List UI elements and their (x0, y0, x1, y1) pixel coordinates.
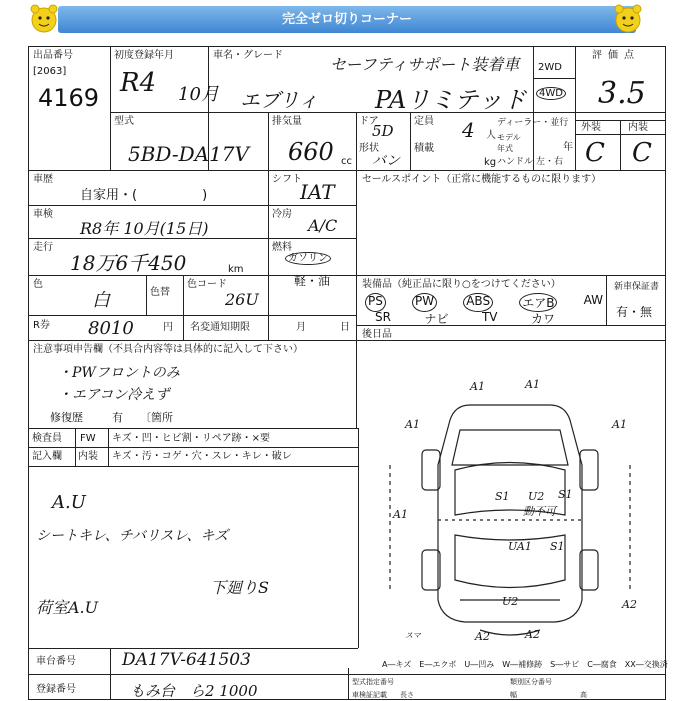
guarantee-label: 新車保証書 (614, 282, 660, 292)
repair-has: 有 (112, 411, 123, 424)
equip-airbag: エアB (519, 293, 557, 312)
footer-width: 幅 (510, 691, 517, 699)
equip-navi: ナビ (424, 312, 449, 326)
score-value: 3.5 (598, 76, 646, 111)
history-value: 自家用・( ) (80, 188, 208, 203)
capacity-label: 定員 (414, 116, 434, 127)
registration-label: 登録番号 (36, 684, 76, 695)
mark-u2-2: U2 (502, 595, 519, 608)
reg-month: 10月 (178, 84, 219, 105)
color-value: 白 (92, 290, 110, 311)
checker-fw-items: キズ・凹・ヒビ割・リペア跡・×要 (112, 433, 270, 444)
mark-s1-3: S1 (550, 540, 565, 553)
color-label: 色 (33, 279, 43, 290)
checker-interior: 内装 (78, 451, 98, 462)
dealer-label: ディーラー・並行 (497, 118, 569, 128)
name-change-label: 名変通知期限 (190, 322, 250, 333)
load-label: 積載 (414, 143, 434, 154)
mark-ua1: UA1 (508, 540, 532, 553)
reg-era-year: R4 (120, 68, 157, 98)
fuel-gasoline: ガソリン (285, 252, 331, 265)
ac-label: 冷房 (272, 209, 292, 220)
name-change-day: 日 (340, 322, 350, 333)
doors-label: ドア (359, 116, 379, 127)
equip-aw: AW (583, 293, 603, 307)
score-label: 評価点 (592, 50, 640, 61)
int-label: 内装 (628, 122, 648, 133)
repair-label: 修復歴 (50, 411, 83, 424)
car-name-note: セーフティサポート装着車 (330, 55, 520, 74)
equipment-row-2 (375, 310, 555, 327)
drive-4wd: 4WD (536, 87, 566, 100)
mileage-label: 走行 (33, 242, 53, 253)
reg-year-label: 初度登録年月 (114, 50, 174, 61)
mark-a1-3: A1 (405, 418, 420, 431)
car-damage-diagram (360, 370, 660, 648)
footer-height: 高 (580, 691, 587, 699)
drive-2wd: 2WD (538, 62, 562, 73)
displacement-label: 排気量 (272, 116, 302, 127)
mark-a1-1: A1 (470, 380, 485, 393)
guarantee-options: 有・無 (616, 305, 653, 319)
inspection-label: 車検 (33, 209, 53, 220)
mark-s1-1: S1 (495, 490, 510, 503)
fill-label: 記入欄 (32, 451, 62, 462)
handle-label: ハンドル (497, 157, 534, 167)
notes-line-2: ・エアコン冷えず (58, 387, 170, 403)
lot-label: 出品番号 (33, 50, 73, 61)
type-label: 型式 (114, 116, 134, 127)
chassis-value: DA17V-641503 (122, 650, 251, 670)
year-suffix: 年 (563, 142, 573, 153)
remarks-line-2: シートキレ、チバリスレ、キズ (36, 528, 229, 544)
sales-point-label: セールスポイント（正常に機能するものに限ります） (362, 174, 602, 185)
equip-leather: カワ (530, 312, 555, 326)
shift-value: IAT (300, 180, 335, 204)
notes-line-1: ・PWフロントのみ (58, 365, 180, 381)
mascot-right-icon (612, 3, 644, 35)
color-change-label: 色替 (150, 287, 170, 298)
equip-abs: ABS (463, 293, 493, 312)
checker-fw: FW (80, 433, 96, 444)
recycle-unit: 円 (163, 322, 173, 333)
equip-sr: SR (375, 310, 391, 324)
car-model: エブリィ (240, 88, 319, 112)
inspection-value: R8年 10月(15日) (80, 219, 209, 238)
registration-value: もみ台 ら2 1000 (130, 682, 258, 700)
capacity-unit: 人 (486, 130, 496, 141)
mark-a2-2: A2 (475, 630, 490, 643)
equip-tv: TV (481, 310, 498, 324)
type-value: 5BD-DA17V (128, 142, 249, 166)
ext-value: C (585, 138, 605, 168)
doors-value: 5D (372, 122, 394, 140)
recycle-value: 8010 (88, 318, 134, 339)
mark-smart: スマ (405, 631, 421, 640)
remarks-line-4: 荷室A.U (36, 598, 99, 617)
mark-no-move: 動不可 (523, 505, 556, 518)
displacement-value: 660 (288, 138, 334, 166)
model-year-label: モデル年式 (497, 133, 521, 153)
load-unit: kg (484, 157, 497, 168)
shape-value: バン (372, 153, 400, 169)
lot-number: 4169 (38, 84, 100, 112)
shift-label: シフト (272, 174, 302, 185)
mascot-left-icon (28, 3, 60, 35)
ac-value: A/C (308, 216, 338, 235)
mark-u2-1: U2 (528, 490, 545, 503)
mark-a1-2: A1 (525, 378, 540, 391)
recycle-label: R券 (33, 320, 50, 331)
fuel-diesel: 軽・油 (294, 274, 331, 288)
mileage-value: 18万6千450 (70, 251, 187, 275)
remarks-line-1: A.U (52, 492, 86, 513)
footer-model-number: 型式指定番号 (352, 678, 394, 686)
equip-ps: PS (365, 293, 386, 312)
fuel-label: 燃料 (272, 242, 292, 253)
chassis-label: 車台番号 (36, 656, 76, 667)
footer-class-number: 類別区分番号 (510, 678, 552, 686)
equip-pw: PW (412, 293, 437, 312)
rear-seat-label: 後日品 (362, 329, 392, 340)
checker-int-items: キズ・汚・コゲ・穴・スレ・キレ・破レ (112, 451, 292, 462)
capacity-value: 4 (462, 118, 475, 142)
mark-a2-3: A2 (525, 628, 540, 641)
checker-label: 検査員 (32, 433, 62, 444)
remarks-line-3: 下廻りS (210, 578, 269, 597)
damage-legend: A―キズ E―エクボ U―凹み W―補修跡 S―サビ C―腐食 XX―交換済 (382, 660, 668, 669)
equipment-label: 装備品（純正品に限り○をつけてください） (362, 279, 561, 290)
notes-label: 注意事項申告欄（不具合内容等は具体的に記入して下さい） (33, 344, 303, 355)
int-value: C (632, 138, 652, 168)
lot-sub: [2063] (33, 66, 67, 77)
color-code-value: 26U (225, 290, 259, 309)
mark-a1-5: A1 (393, 508, 408, 521)
ext-label: 外装 (581, 122, 601, 133)
color-code-label: 色コード (187, 279, 227, 290)
footer-length: 長さ (400, 691, 414, 699)
mileage-unit: km (228, 264, 244, 275)
displacement-unit: cc (341, 156, 352, 167)
footer-cert: 車検証記載 (352, 691, 387, 699)
mark-a1-4: A1 (612, 418, 627, 431)
name-change-month: 月 (296, 322, 306, 333)
page-title: 完全ゼロ切りコーナー (58, 6, 636, 33)
car-grade: PAリミテッド (375, 86, 527, 114)
shape-label: 形状 (359, 143, 379, 154)
mark-a2-1: A2 (622, 598, 637, 611)
handle-options: 左・右 (536, 157, 564, 167)
history-label: 車歴 (33, 174, 53, 185)
car-name-label: 車名・グレード (213, 50, 283, 61)
mark-s1-2: S1 (558, 488, 573, 501)
repair-place: 〔箇所 (140, 411, 173, 424)
